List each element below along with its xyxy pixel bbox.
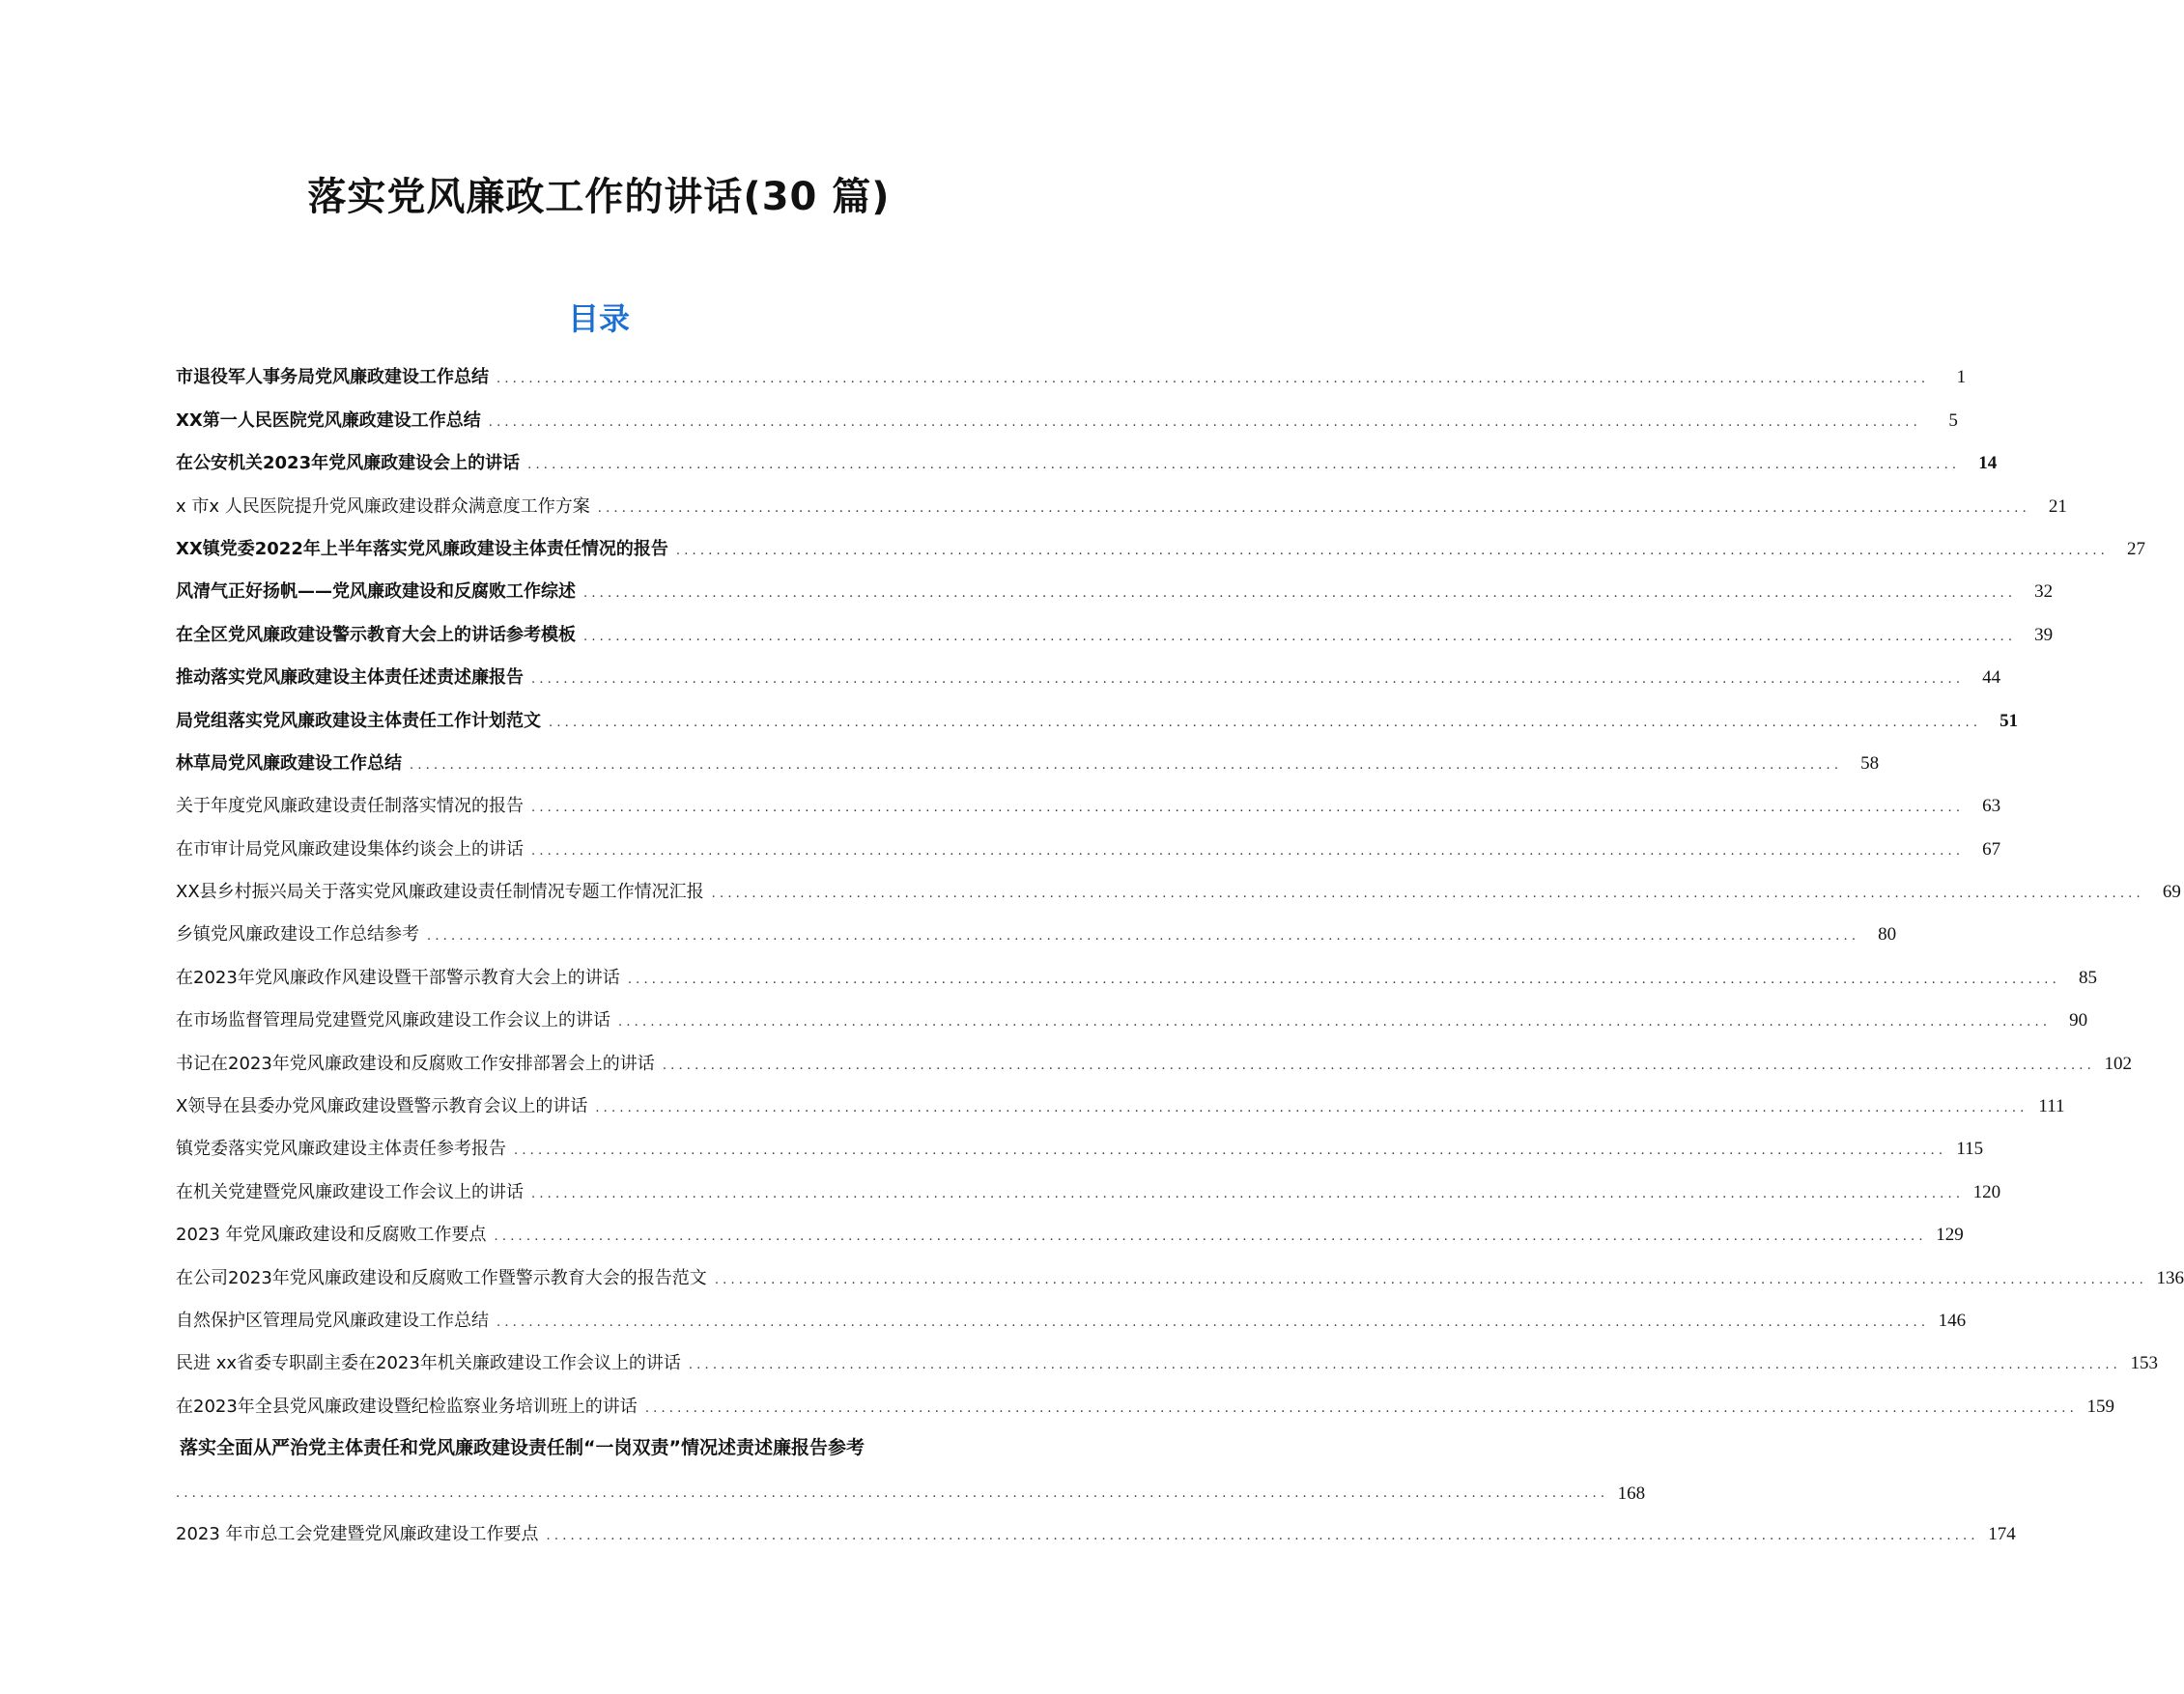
toc-entry-page: 174 [1988, 1524, 2016, 1545]
toc-entry[interactable] [176, 520, 2146, 562]
toc-entry-title: 乡镇党风廉政建设工作总结参考 [176, 924, 419, 946]
toc-leader-dots: .................................................................................................................................................................................. [618, 1015, 2052, 1031]
toc-entry-page: 80 [1878, 924, 1897, 946]
toc-leader-dots: .................................................................................................................................................................................. [583, 629, 2017, 644]
toc-entry[interactable] [176, 1248, 2184, 1290]
toc-entry-page: 159 [2086, 1396, 2114, 1417]
toc-entry-page: 32 [2034, 581, 2054, 603]
toc-entry-title: 自然保护区管理局党风廉政建设工作总结 [176, 1310, 489, 1331]
toc-entry[interactable] [176, 648, 2001, 691]
toc-entry[interactable] [176, 862, 2181, 905]
toc-entry-title: 林草局党风廉政建设工作总结 [176, 752, 402, 774]
toc-entry-continuation [176, 1482, 1646, 1505]
toc-entry[interactable] [176, 476, 2067, 519]
toc-entry[interactable] [176, 991, 2088, 1033]
toc-entry-title: 2023 年市总工会党建暨党风廉政建设工作要点 [176, 1524, 539, 1545]
toc-entry[interactable] [176, 1420, 1646, 1505]
toc-entry-page: 14 [1978, 453, 1998, 474]
toc-leader-dots: .................................................................................................................................................................................. [514, 1143, 1947, 1159]
toc-entry-title: X领导在县委办党风廉政建设暨警示教育会议上的讲话 [176, 1096, 588, 1117]
toc-entry-page: 27 [2127, 538, 2146, 559]
toc-entry-page: 90 [2069, 1010, 2088, 1031]
toc-entry-title: 关于年度党风廉政建设责任制落实情况的报告 [176, 796, 524, 817]
toc-entry-page: 63 [1982, 796, 2001, 817]
toc-entry-page: 136 [2156, 1267, 2184, 1288]
toc-entry-page: 5 [1948, 409, 1958, 431]
toc-leader-dots: .................................................................................................................................................................................. [675, 543, 2110, 558]
toc-leader-dots: .................................................................................................................................................................................. [595, 1101, 2028, 1116]
toc-leader-dots: .................................................................................................................................................................................. [583, 586, 2017, 602]
toc-entry-page: 129 [1936, 1225, 1964, 1246]
toc-entry-page: 153 [2130, 1353, 2158, 1374]
toc-leader-dots: .................................................................................................................................................................................. [531, 801, 1965, 816]
toc-entry-title: 在市场监督管理局党建暨党风廉政建设工作会议上的讲话 [176, 1010, 610, 1031]
toc-leader-dots: .................................................................................................................................................................................. [531, 1186, 1965, 1201]
toc-entry-title: 在机关党建暨党风廉政建设工作会议上的讲话 [176, 1181, 524, 1202]
toc-entry[interactable] [176, 1376, 2114, 1419]
toc-entry[interactable] [176, 734, 1880, 776]
toc-entry-page: 58 [1860, 752, 1880, 774]
toc-entry-page: 146 [1938, 1310, 1967, 1331]
toc-leader-dots: .................................................................................................................................................................................. [488, 414, 1921, 430]
toc-entry-page: 44 [1982, 667, 2001, 689]
toc-leader-dots: .................................................................................................................................................................................. [714, 1272, 2147, 1287]
toc-entry[interactable] [176, 1291, 1967, 1334]
toc-leader-dots: .................................................................................................................................................................................. [494, 1229, 1927, 1245]
toc-entry-page: 111 [2038, 1096, 2065, 1117]
toc-entry[interactable] [176, 905, 1897, 947]
toc-leader-dots: .................................................................................................................................................................................. [427, 929, 1860, 945]
toc-leader-dots: .................................................................................................................................................................................. [644, 1400, 2078, 1416]
toc-entry[interactable] [176, 1033, 2132, 1076]
toc-entry-title: 在公司2023年党风廉政建设和反腐败工作暨警示教育大会的报告范文 [176, 1267, 707, 1288]
toc-entry-title: x 市x 人民医院提升党风廉政建设群众满意度工作方案 [176, 495, 590, 517]
toc-entry[interactable] [176, 348, 1967, 390]
toc-entry-title: 落实全面从严治党主体责任和党风廉政建设责任制“一岗双责”情况述责述廉报告参考 [180, 1436, 865, 1458]
toc-entry[interactable] [176, 691, 2019, 733]
toc-leader-dots: .................................................................................................................................................................................. [711, 887, 2144, 902]
toc-entry-title: XX镇党委2022年上半年落实党风廉政建设主体责任情况的报告 [176, 538, 668, 559]
toc-entry-title: 镇党委落实党风廉政建设主体责任参考报告 [176, 1139, 506, 1160]
toc-entry[interactable] [176, 776, 2001, 819]
toc-entry[interactable] [176, 605, 2054, 647]
toc-entry-page: 51 [2000, 710, 2019, 731]
toc-entry-title: 风清气正好扬帆——党风廉政建设和反腐败工作综述 [176, 581, 576, 603]
toc-entry-title: XX县乡村振兴局关于落实党风廉政建设责任制情况专题工作情况汇报 [176, 882, 704, 903]
toc-leader-dots: .................................................................................................................................................................................. [496, 1314, 1930, 1330]
toc-entry-title: 在2023年全县党风廉政建设暨纪检监察业务培训班上的讲话 [176, 1396, 638, 1417]
toc-leader-dots: .................................................................................................................................................................................. [527, 458, 1961, 473]
toc-entry-page: 67 [1982, 838, 2001, 860]
toc-leader-dots: .................................................................................................................................................................................. [627, 972, 2060, 987]
toc-entry[interactable] [176, 1162, 2001, 1204]
toc-entry-page: 1 [1956, 367, 1967, 388]
toc-entry-title: XX第一人民医院党风廉政建设工作总结 [176, 409, 481, 431]
toc-entry-page: 120 [1972, 1181, 2001, 1202]
toc-entry-title: 2023 年党风廉政建设和反腐败工作要点 [176, 1225, 487, 1246]
toc-heading: 目录 [567, 300, 630, 337]
toc-entry[interactable] [176, 819, 2001, 861]
toc-entry[interactable] [176, 1334, 2158, 1376]
toc-leader-dots: .................................................................................................................................................................................. [531, 672, 1965, 688]
toc-entry-title: 民进 xx省委专职副主委在2023年机关廉政建设工作会议上的讲话 [176, 1353, 681, 1374]
toc-leader-dots: .................................................................................................................................................................................. [176, 1485, 1609, 1501]
toc-entry[interactable] [176, 1205, 1964, 1248]
toc-leader-dots: .................................................................................................................................................................................. [688, 1358, 2121, 1373]
toc-leader-dots: .................................................................................................................................................................................. [496, 372, 1930, 387]
toc-entry-page: 102 [2104, 1053, 2132, 1074]
toc-leader-dots: .................................................................................................................................................................................. [546, 1529, 1979, 1544]
toc-entry-page: 21 [2048, 495, 2067, 517]
toc-entry-title: 在全区党风廉政建设警示教育大会上的讲话参考模板 [176, 624, 576, 645]
toc-entry[interactable] [176, 1119, 1984, 1162]
toc-leader-dots: .................................................................................................................................................................................. [549, 715, 1982, 730]
toc-entry-page: 69 [2162, 882, 2181, 903]
toc-entry-title: 在2023年党风廉政作风建设暨干部警示教育大会上的讲话 [176, 967, 620, 988]
toc-entry[interactable] [176, 562, 2054, 605]
toc-entry-title: 在公安机关2023年党风廉政建设会上的讲话 [176, 453, 521, 474]
toc-leader-dots: .................................................................................................................................................................................. [662, 1058, 2095, 1073]
toc-leader-dots: .................................................................................................................................................................................. [410, 757, 1843, 773]
toc-entry[interactable] [176, 434, 1998, 476]
toc-leader-dots: .................................................................................................................................................................................. [531, 843, 1965, 859]
toc-entry-title: 推动落实党风廉政建设主体责任述责述廉报告 [176, 667, 524, 689]
toc-entry-title: 书记在2023年党风廉政建设和反腐败工作安排部署会上的讲话 [176, 1053, 655, 1074]
toc-entry-title: 在市审计局党风廉政建设集体约谈会上的讲话 [176, 838, 524, 860]
toc-entry-page: 85 [2078, 967, 2097, 988]
toc-entry[interactable] [176, 1077, 2065, 1119]
table-of-contents [176, 348, 2184, 1547]
toc-entry[interactable] [176, 947, 2097, 990]
toc-entry-title: 市退役军人事务局党风廉政建设工作总结 [176, 367, 489, 388]
toc-entry-page: 115 [1956, 1139, 1984, 1160]
toc-entry-page: 168 [1617, 1482, 1646, 1504]
toc-entry-page: 39 [2034, 624, 2054, 645]
toc-entry-title: 局党组落实党风廉政建设主体责任工作计划范文 [176, 710, 541, 731]
toc-entry[interactable] [176, 390, 1958, 433]
toc-entry[interactable] [176, 1505, 2016, 1547]
toc-leader-dots: .................................................................................................................................................................................. [597, 500, 2030, 516]
document-title: 落实党风廉政工作的讲话(30 篇) [307, 175, 891, 219]
